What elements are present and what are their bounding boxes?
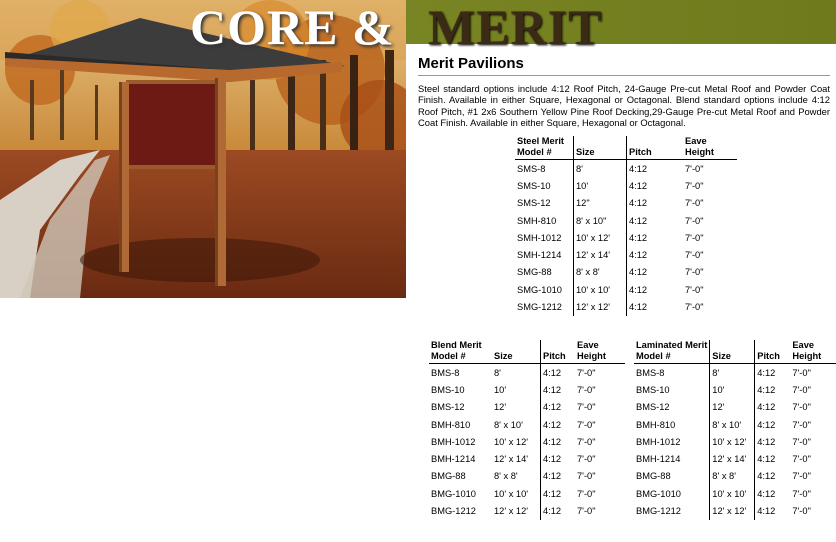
cell-model: BMS-12: [431, 402, 465, 413]
column-header-pitch: Pitch: [627, 136, 684, 160]
table-row: [429, 485, 625, 502]
cell-pitch: 4:12: [541, 381, 576, 398]
cell-pitch: 4:12: [627, 229, 684, 246]
steel-merit-table: [515, 136, 737, 316]
cell-model: BMS-10: [636, 384, 670, 395]
table-row: [429, 381, 625, 398]
cell-model: BMH-810: [431, 419, 471, 430]
cell-eave-height: 7'-0": [792, 454, 811, 465]
cell-eave-height: 7'-0": [577, 419, 596, 430]
cell-model: SMH-1012: [517, 232, 562, 243]
cell-model: SMG-1010: [517, 284, 562, 295]
cell-size: 12' x 14': [494, 454, 529, 465]
cell-model: BMH-1012: [431, 436, 476, 447]
cell-pitch: 4:12: [627, 246, 684, 263]
cell-model: BMG-1212: [431, 506, 476, 517]
cell-eave-height: 7'-0": [685, 302, 704, 313]
cell-eave-height: 7'-0": [577, 506, 596, 517]
column-header-pitch: Pitch: [541, 340, 576, 364]
cell-model: BMS-12: [636, 402, 670, 413]
cell-model: BMH-810: [636, 419, 676, 430]
cell-pitch: 4:12: [541, 364, 576, 382]
table-row: [515, 229, 737, 246]
cell-pitch: 4:12: [541, 468, 576, 485]
cell-size: 12': [494, 402, 507, 413]
table-caption: Steel Merit: [517, 136, 565, 146]
cell-pitch: 4:12: [627, 160, 684, 178]
cell-eave-height: 7'-0": [577, 471, 596, 482]
cell-pitch: 4:12: [541, 399, 576, 416]
cell-size: 10' x 10': [710, 485, 755, 502]
table-row: [429, 416, 625, 433]
cell-size: 10' x 10': [574, 281, 627, 298]
cell-eave-height: 7'-0": [685, 232, 704, 243]
table-row: [515, 264, 737, 281]
cell-model: SMG-1212: [517, 302, 562, 313]
cell-eave-height: 7'-0": [792, 436, 811, 447]
cell-model: BMG-1010: [636, 488, 681, 499]
cell-eave-height: 7'-0": [685, 215, 704, 226]
cell-size: 10' x 10': [494, 488, 529, 499]
column-header-model: Steel Merit Model #: [515, 136, 574, 160]
cell-model: BMG-1010: [431, 488, 476, 499]
cell-model: BMS-8: [431, 367, 460, 378]
cell-eave-height: 7'-0": [577, 402, 596, 413]
table-row: [515, 195, 737, 212]
column-header-size: Size: [710, 340, 755, 364]
cell-size: 12' x 14': [710, 450, 755, 467]
table-caption: Laminated Merit: [636, 340, 708, 350]
cell-model: BMS-8: [636, 367, 665, 378]
cell-pitch: 4:12: [627, 212, 684, 229]
cell-size: 10': [494, 384, 507, 395]
cell-pitch: 4:12: [627, 298, 684, 315]
table-row: [634, 485, 836, 502]
column-header-size: Size: [492, 340, 541, 364]
cell-eave-height: 7'-0": [685, 180, 704, 191]
table-row: [429, 502, 625, 519]
cell-pitch: 4:12: [755, 399, 791, 416]
table-row: [634, 468, 836, 485]
cell-model: SMS-10: [517, 180, 551, 191]
page-description: Steel standard options include 4:12 Roof Pitch, 24-Gauge Pre-cut Metal Roof and Powder Coat Finish. Available in either Square, Hexagonal or Octagonal. Blend standard options include 4:12 Roof Pitch, #1 2x6 Southern Yellow Pine Roof Decking,29-Gauge Pre-cut Metal Roof and Powder Coat Finish. Available in either Square, Hexagonal or Octagonal.: [418, 83, 830, 129]
cell-size: 10': [710, 381, 755, 398]
cell-eave-height: 7'-0": [792, 419, 811, 430]
cell-size: 10' x 12': [574, 229, 627, 246]
table-row: [429, 399, 625, 416]
table-row: [515, 177, 737, 194]
cell-model: BMH-1012: [636, 436, 681, 447]
cell-eave-height: 7'-0": [792, 402, 811, 413]
cell-model: BMG-88: [636, 471, 671, 482]
column-header-model: Laminated Merit Model #: [634, 340, 710, 364]
cell-pitch: 4:12: [627, 264, 684, 281]
cell-pitch: 4:12: [541, 502, 576, 519]
cell-eave-height: 7'-0": [577, 488, 596, 499]
table-caption: Blend Merit: [431, 340, 482, 350]
column-header-eave-height: Eave Height: [790, 340, 836, 364]
table-row: [429, 468, 625, 485]
cell-eave-height: 7'-0": [792, 488, 811, 499]
cell-eave-height: 7'-0": [577, 454, 596, 465]
cell-model: SMH-810: [517, 215, 557, 226]
cell-eave-height: 7'-0": [685, 284, 704, 295]
cell-eave-height: 7'-0": [792, 367, 811, 378]
cell-size: 8' x 8': [710, 468, 755, 485]
cell-eave-height: 7'-0": [792, 471, 811, 482]
blend-merit-table: [429, 340, 625, 520]
cell-pitch: 4:12: [541, 450, 576, 467]
cell-size: 8' x 10': [710, 416, 755, 433]
table-row: [634, 416, 836, 433]
column-header-pitch: Pitch: [755, 340, 791, 364]
title-divider: [418, 75, 830, 76]
cell-eave-height: 7'-0": [577, 384, 596, 395]
page-title: Merit Pavilions: [418, 55, 524, 72]
cell-model: SMH-1214: [517, 250, 562, 261]
cell-eave-height: 7'-0": [792, 506, 811, 517]
cell-model: SMS-12: [517, 198, 551, 209]
cell-model: BMH-1214: [636, 454, 681, 465]
table-row: [515, 298, 737, 315]
cell-size: 12' x 12': [574, 298, 627, 315]
cell-size: 8' x 8': [574, 264, 627, 281]
cell-pitch: 4:12: [755, 502, 791, 519]
cell-size: 8' x 10': [494, 419, 523, 430]
table-row: [634, 450, 836, 467]
cell-eave-height: 7'-0": [792, 384, 811, 395]
table-row: [429, 364, 625, 382]
column-header-model: Blend Merit Model #: [429, 340, 492, 364]
cell-pitch: 4:12: [755, 364, 791, 382]
cell-pitch: 4:12: [755, 416, 791, 433]
cell-pitch: 4:12: [541, 485, 576, 502]
cell-size: 10': [574, 177, 627, 194]
cell-size: 8' x 10": [574, 212, 627, 229]
table-row: [429, 450, 625, 467]
cell-eave-height: 7'-0": [685, 198, 704, 209]
cell-pitch: 4:12: [755, 485, 791, 502]
cell-pitch: 4:12: [755, 433, 791, 450]
laminated-merit-table: [634, 340, 836, 520]
cell-model: SMG-88: [517, 267, 552, 278]
banner-merit-text: MERIT: [428, 0, 603, 55]
cell-model: BMG-1212: [636, 506, 681, 517]
cell-eave-height: 7'-0": [685, 250, 704, 261]
column-header-eave-height: Eave Height: [683, 136, 737, 160]
table-row: [634, 381, 836, 398]
cell-size: 12' x 12': [494, 506, 529, 517]
cell-size: 8': [710, 364, 755, 382]
column-header-size: Size: [574, 136, 627, 160]
cell-pitch: 4:12: [627, 195, 684, 212]
cell-size: 8': [574, 160, 627, 178]
cell-size: 10' x 12': [494, 436, 529, 447]
table-row: [634, 502, 836, 519]
cell-pitch: 4:12: [541, 416, 576, 433]
cell-pitch: 4:12: [755, 381, 791, 398]
cell-size: 12": [574, 195, 627, 212]
cell-eave-height: 7'-0": [685, 267, 704, 278]
table-row: [515, 212, 737, 229]
table-row: [515, 281, 737, 298]
table-row: [634, 399, 836, 416]
table-row: [515, 246, 737, 263]
cell-eave-height: 7'-0": [685, 163, 704, 174]
table-row: [634, 433, 836, 450]
cell-pitch: 4:12: [541, 433, 576, 450]
cell-model: BMH-1214: [431, 454, 476, 465]
cell-pitch: 4:12: [755, 450, 791, 467]
table-row: [515, 160, 737, 178]
column-header-eave-height: Eave Height: [575, 340, 625, 364]
cell-size: 8': [494, 367, 501, 378]
cell-pitch: 4:12: [627, 281, 684, 298]
banner-core-text: CORE &: [190, 0, 395, 55]
cell-model: BMG-88: [431, 471, 466, 482]
cell-eave-height: 7'-0": [577, 436, 596, 447]
cell-model: BMS-10: [431, 384, 465, 395]
cell-pitch: 4:12: [627, 177, 684, 194]
cell-size: 12' x 14': [574, 246, 627, 263]
table-row: [634, 364, 836, 382]
cell-size: 12' x 12': [710, 502, 755, 519]
table-row: [429, 433, 625, 450]
cell-model: SMS-8: [517, 163, 546, 174]
cell-size: 8' x 8': [494, 471, 518, 482]
cell-pitch: 4:12: [755, 468, 791, 485]
cell-size: 12': [710, 399, 755, 416]
cell-size: 10' x 12': [710, 433, 755, 450]
cell-eave-height: 7'-0": [577, 367, 596, 378]
